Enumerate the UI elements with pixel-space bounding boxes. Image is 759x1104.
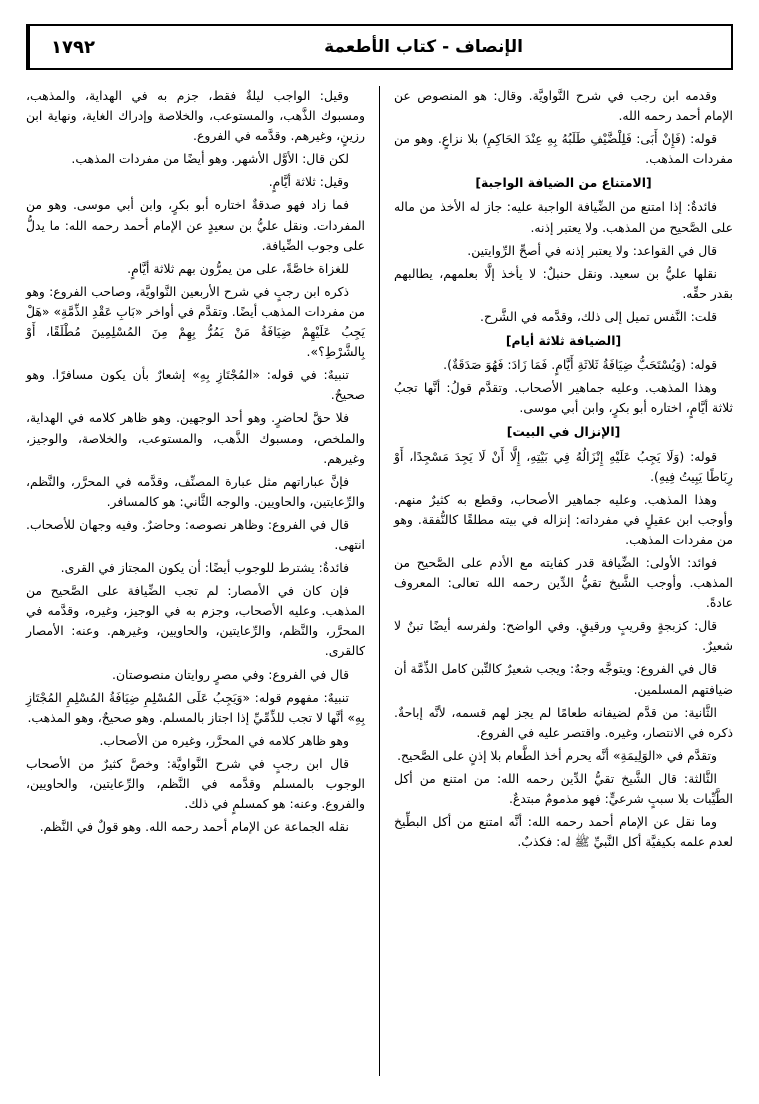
- paragraph: فما زاد فهو صدقةٌ اختاره أبو بكرٍ، وابن أبي موسى. وهو من المفردات. ونقل عليُّ بن سعيدٍ عن الإمام أحمد رحمه الله: ما يدلُّ على وجوب الضِّيافة.: [26, 197, 365, 253]
- paragraph: قلت: النَّفس تميل إلى ذلك، وقدَّمه في الشَّرح.: [480, 308, 717, 324]
- paragraph: لكن قال: الأوَّل الأشهر. وهو أيضًا من مفردات المذهب.: [71, 151, 349, 167]
- paragraph: نقلها عليُّ بن سعيد. ونقل حنبلٌ: لا يأخذ إلَّا بعلمهم، يطالبهم بقدر حقِّه.: [394, 265, 733, 301]
- paragraph: قوله: (وَلَا يَجِبُ عَلَيْهِ إِنْزَالُهُ فِي بَيْتِهِ، إِلَّا أَنْ لَا يَجِدَ مَسْجِدًا، أَوْ رِبَاطًا يَبِيتُ فِيهِ).: [394, 448, 733, 484]
- paragraph: قال: كزبجةٍ وقريبٍ ورقيقٍ. وفي الواضح: ولفرسه أيضًا تبنٌ لا شعيرٌ.: [394, 618, 733, 654]
- paragraph: وقدمه ابن رجب في شرح النَّواويَّة. وقال: هو المنصوص عن الإمام أحمد رحمه الله.: [394, 88, 733, 124]
- paragraph: الثَّانية: من قدَّم لضيفانه طعامًا لم يجز لهم قسمه، لأنَّه إباحةٌ. ذكره في الانتصار، وغيره. واقتصر عليه في الفروع.: [394, 704, 733, 740]
- paragraph: نقله الجماعة عن الإمام أحمد رحمه الله. وهو قولٌ في النَّظم.: [39, 819, 349, 835]
- paragraph: قال في القواعد: ولا يعتبر إذنه في أصحِّ الرِّوايتين.: [467, 242, 717, 258]
- section-heading: [الإنزال في البيت]: [506, 424, 621, 440]
- paragraph: قال في الفروع: وفي مصرٍ روايتان منصوصتان.: [112, 666, 349, 682]
- paragraph: قال في الفروع: ويتوجَّه وجهٌ: ويجب شعيرٌ كالتِّبن كامل الذِّمَّة أن ضيافتهم المسلمين.: [394, 661, 733, 697]
- column-divider: [379, 86, 380, 1076]
- paragraph: فوائد: الأولى: الضِّيافة قدر كفايته مع الأدم على الصَّحيح من المذهب. وأوجب الشَّيخ تقيُّ الدِّين رحمه الله تعالى: المعروف عادةً.: [394, 554, 733, 611]
- paragraph: فإنَّ عباراتهم مثل عبارة المصنِّف، وقدَّمه في المحرَّر، والنَّظم، والرِّعايتين، والحاويين. والوجه الثَّاني: هو كالمسافر.: [26, 473, 365, 509]
- paragraph: تنبيهٌ: في قوله: «المُجْتَازِ بِهِ» إشعارٌ بأن يكون مسافرًا. وهو صحيحٌ.: [26, 367, 365, 403]
- paragraph: فإن كان في الأمصار: لم تجب الضِّيافة على الصَّحيح من المذهب. وعليه الأصحاب، وجزم به في الوجيز، وغيره، وقدَّمه في المحرَّر، والنَّظم، والرِّعايتين، والحاويين، وغيرهم. وعنه: الأمصار كالقرى.: [26, 583, 365, 659]
- page-header: [26, 24, 733, 70]
- paragraph: وهو ظاهر كلامه في المحرَّر، وغيره من الأصحاب.: [99, 732, 349, 748]
- paragraph: وتقدَّم في «الوَلِيمَةِ» أنَّه يحرم أخذ الطَّعام بلا إذنٍ على الصَّحيح.: [397, 747, 717, 763]
- page-number: ١٧٩٢: [28, 26, 116, 68]
- paragraph: وقيل: الواجب ليلةٌ فقط، جزم به في الهداية، والمذهب، ومسبوك الذَّهب، والمستوعب، والخلاصة وإدراك الغاية، ونهاية ابن رزينٍ، وغيرهم. وقدَّمه في الفروع.: [26, 88, 365, 144]
- paragraph: وقيل: ثلاثة أيَّامٍ.: [268, 174, 349, 190]
- column-right: [380, 86, 733, 1076]
- section-heading: [الضيافة ثلاثة أيام]: [505, 333, 622, 349]
- column-left: [26, 86, 379, 1076]
- paragraph: قال ابن رجبٍ في شرح النَّواويَّة: وخصَّ كثيرٌ من الأصحاب الوجوب بالمسلم وقدَّمه في النَّظم، والرِّعايتين، والحاويين، والفروع. وعنه: هو كمسلمٍ في ذلك.: [26, 755, 365, 812]
- paragraph: تنبيهٌ: مفهوم قوله: «وَيَجِبُ عَلَى المُسْلِمِ ضِيَافَةُ المُسْلِمِ المُجْتَازِ بِهِ» أنَّها لا تجب للذِّمِّيِّ إذا اجتاز بالمسلم. وهو صحيحٌ، وهو المذهب.: [26, 689, 365, 725]
- text-columns: [26, 86, 733, 1076]
- paragraph: ذكره ابن رجبٍ في شرح الأربعين النَّواويَّة، وصاحب الفروع: وهو من مفردات المذهب أيضًا. وتقدَّم في أواخر «بَابِ عَقْدِ الذِّمَّةِ» «هَلْ يَجِبُ عَلَيْهِمْ ضِيَافَةُ مَنْ يَمُرُّ بِهِمْ مِنَ المُسْلِمِينَ مُطْلَقًا، أَوْ بِالشَّرْطِ؟».: [26, 283, 365, 360]
- paragraph: للغزاة خاصَّةً، على من يمرُّون بهم ثلاثة أيَّامٍ.: [127, 260, 349, 276]
- paragraph: وما نقل عن الإمام أحمد رحمه الله: أنَّه امتنع من أكل البطِّيخ لعدم علمه بكيفيَّة أكل النَّبيِّ ﷺ له: فكذبٌ.: [394, 814, 733, 850]
- paragraph: فلا حقَّ لحاضرٍ. وهو أحد الوجهين. وهو ظاهر كلامه في الهداية، والملخص، ومسبوك الذَّهب، والمستوعب، والخلاصة، والوجيز، وغيرهم.: [26, 410, 365, 466]
- paragraph: وهذا المذهب. وعليه جماهير الأصحاب، وقطع به كثيرٌ منهم. وأوجب ابن عقيلٍ في مفرداته: إنزاله في بيته مطلقًا كالنُّفقة. وهو من مفردات المذهب.: [394, 491, 733, 547]
- paragraph: قال في الفروع: وظاهر نصوصه: وحاضرٌ. وفيه وجهان للأصحاب. انتهى.: [26, 516, 365, 552]
- paragraph: قوله: (فَإِنْ أَبَى: فَلِلْضَّيْفِ طَلَبُهُ بِهِ عِنْدَ الحَاكِمِ) بلا نزاعٍ. وهو من مفردات المذهب.: [394, 131, 733, 167]
- paragraph: فائدةٌ: يشترط للوجوب أيضًا: أن يكون المجتاز في القرى.: [60, 560, 349, 576]
- section-heading: [الامتناع من الضيافة الواجبة]: [475, 175, 652, 191]
- paragraph: الثَّالثة: قال الشَّيخ تقيُّ الدِّين رحمه الله: من امتنع من أكل الطَّيِّبات بلا سببٍ شرعيٍّ: فهو مذمومٌ مبتدعٌ.: [394, 770, 733, 806]
- paragraph: وهذا المذهب. وعليه جماهير الأصحاب. وتقدَّم قولُ: أنَّها تجبُ ثلاثة أيَّامٍ، اختاره أبو بكرٍ، وابن أبي موسى.: [394, 380, 733, 416]
- paragraph: قوله: (وَيُسْتَحَبُّ ضِيَافَةُ ثَلاثَةِ أَيَّامٍ. فَمَا زَادَ: فَهُوَ صَدَقَةٌ).: [443, 357, 717, 373]
- paragraph: فائدةٌ: إذا امتنع من الضِّيافة الواجبة عليه: جاز له الأخذ من ماله على الصَّحيح من المذهب. ولا يعتبر إذنه.: [394, 199, 733, 235]
- book-title: الإنصاف - كتاب الأطعمة: [324, 37, 523, 57]
